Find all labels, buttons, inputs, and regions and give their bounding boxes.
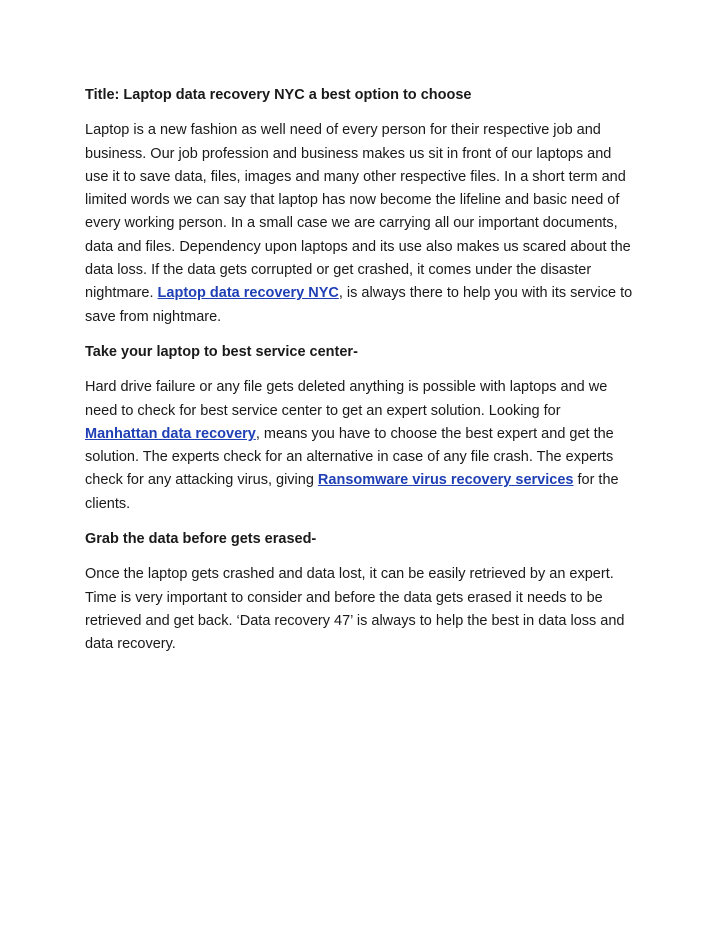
ransomware-virus-recovery-link[interactable]: Ransomware virus recovery services	[317, 472, 574, 489]
document-page	[85, 84, 637, 669]
document-title: Title: Laptop data recovery NYC a best option to choose	[85, 87, 472, 103]
manhattan-data-recovery-link[interactable]: Manhattan data recovery	[85, 425, 256, 442]
paragraph-intro-text-end: , is always there to help you with its service to save from nightmare.	[85, 285, 633, 325]
section-heading-grab-data: Grab the data before gets erased-	[85, 531, 317, 548]
paragraph-service-center	[85, 376, 637, 516]
paragraph-grab-data: Once the laptop gets crashed and data lost, it can be easily retrieved by an expert. Time is very important to consider and before the data gets erased it needs to be retrieved and get back. ‘Data recovery 47’ is always to help the best in data loss and data recovery.	[85, 566, 625, 653]
paragraph-service-text-middle: , means you have to choose the best expert and get the solution. The experts check for an alternative in case of any file crash. The experts check for any attacking virus, giving	[85, 425, 614, 489]
paragraph-intro	[85, 119, 637, 329]
laptop-data-recovery-nyc-link[interactable]: Laptop data recovery NYC	[157, 285, 339, 302]
paragraph-service-text: Hard drive failure or any file gets deleted anything is possible with laptops and we need to check for best service center to get an expert solution. Looking for	[85, 379, 608, 419]
paragraph-intro-text: Laptop is a new fashion as well need of every person for their respective job and business. Our job profession and business makes us sit in front of our laptops and use it to save data, files, images and many other respective files. In a short term and limited words we can say that laptop has now become the lifeline and basic need of every working person. In a small case we are carrying all our important documents, data and files. Dependency upon laptops and its use also makes us scared about the data loss. If the data gets corrupted or get crashed, it comes under the disaster nightmare.	[85, 122, 631, 302]
section-heading-service-center: Take your laptop to best service center-	[85, 343, 358, 360]
paragraph-service-text-end: for the clients.	[85, 472, 619, 512]
